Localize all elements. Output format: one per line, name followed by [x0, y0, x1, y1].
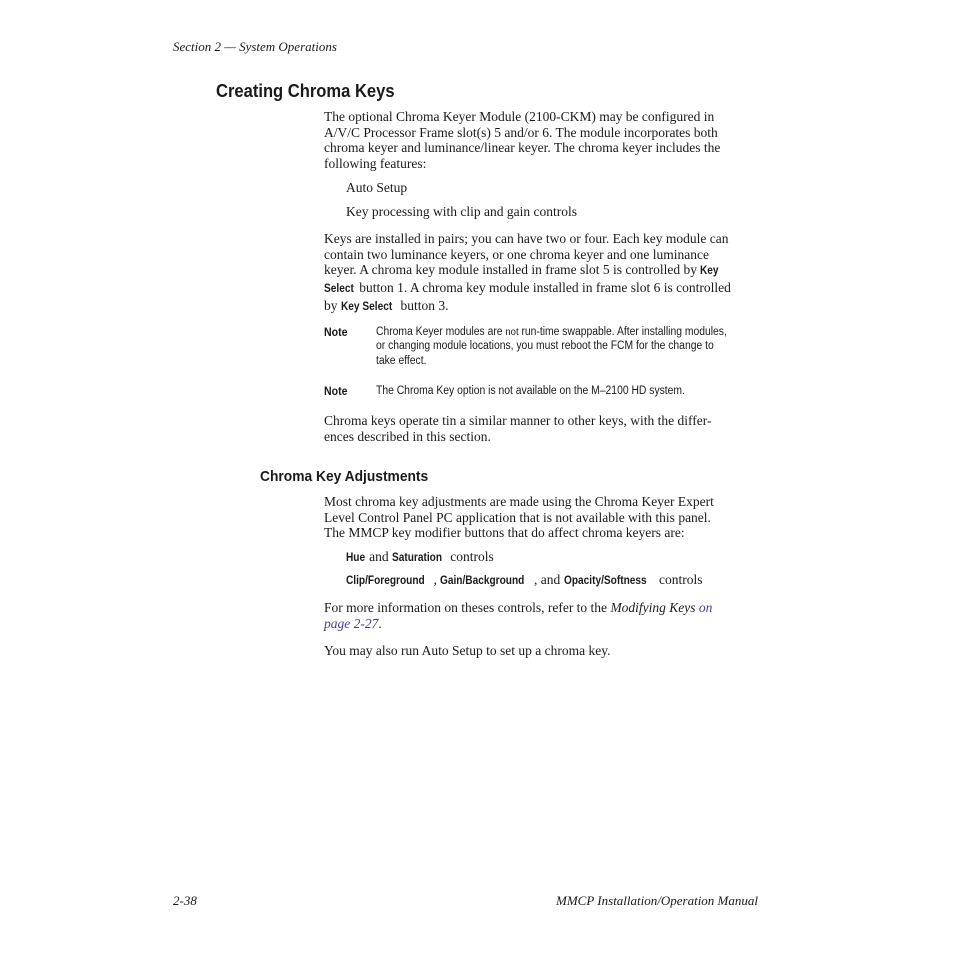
manual-title: MMCP Installation/Operation Manual [556, 893, 758, 908]
similar-paragraph: Chroma keys operate tin a similar manner to other keys, with the differ- ences described in this section. [324, 413, 712, 444]
hue-button-ref: Hue [346, 552, 366, 564]
intro-line: A/V/C Processor Frame slot(s) 5 and/or 6. The module incorporates both [324, 124, 718, 140]
note-label: Note [324, 384, 348, 398]
pairs-paragraph [324, 231, 758, 316]
page-link[interactable]: page 2-27 [324, 615, 379, 631]
pairs-line: keyer. A chroma key module installed in frame slot 5 is controlled by Key [324, 262, 758, 280]
running-header: Section 2 — System Operations [173, 39, 337, 54]
feature-item: Auto Setup [346, 180, 408, 195]
pairs-line: by Key Select button 3. [324, 298, 758, 316]
intro-line: chroma keyer and luminance/linear keyer. The chroma keyer includes the [324, 140, 721, 156]
note-text: The Chroma Key option is not available on the M–2100 HD system. [376, 385, 685, 397]
adjust-paragraph [324, 494, 758, 541]
key-select-button-ref: Key Select [340, 300, 393, 313]
auto-setup-paragraph: You may also run Auto Setup to set up a chroma key. [324, 643, 611, 658]
intro-paragraph [324, 109, 758, 172]
pairs-line: Keys are installed in pairs; you can have two or four. Each key module can [324, 231, 729, 246]
pairs-line: Select button 1. A chroma key module installed in frame slot 6 is controlled [324, 280, 758, 298]
pairs-line: contain two luminance keyers, or one chroma keyer and one luminance [324, 246, 709, 262]
section-reference: Modifying Keys [610, 600, 696, 615]
page-link[interactable]: on [695, 600, 713, 615]
clip-foreground-button-ref: Clip/Foreground [346, 575, 425, 587]
note-text: Chroma Keyer modules are not run-time swappable. After installing modules, or changing module locations, you must reboot the FCM for the change to take effect. [376, 326, 727, 367]
controls-item: Clip/Foreground , Gain/Background , and Opacity/Softness controls [346, 572, 703, 590]
saturation-button-ref: Saturation [391, 552, 443, 564]
gain-background-button-ref: Gain/Background [440, 575, 525, 587]
adjust-line: The MMCP key modifier buttons that do affect chroma keyers are: [324, 525, 685, 541]
controls-item: Hue and Saturation controls [346, 549, 494, 567]
key-button-ref: Key [700, 265, 719, 278]
section-heading: Creating Chroma Keys [216, 81, 395, 101]
intro-line: The optional Chroma Keyer Module (2100-CKM) may be configured in [324, 109, 715, 124]
adjust-line: Most chroma key adjustments are made using the Chroma Keyer Expert [324, 494, 714, 509]
adjust-line: Level Control Panel PC application that is not available with this panel. [324, 509, 711, 525]
more-info-paragraph: For more information on theses controls, refer to the Modifying Keys on page 2-27. [324, 600, 713, 631]
opacity-softness-button-ref: Opacity/Softness [563, 575, 647, 587]
note-label: Note [324, 325, 348, 339]
emphasis-not: not [505, 326, 519, 338]
intro-line: following features: [324, 156, 427, 172]
select-button-ref: Select [324, 283, 354, 296]
feature-item: Key processing with clip and gain controls [346, 204, 577, 219]
page-number: 2-38 [173, 893, 197, 908]
subsection-heading: Chroma Key Adjustments [260, 468, 429, 485]
